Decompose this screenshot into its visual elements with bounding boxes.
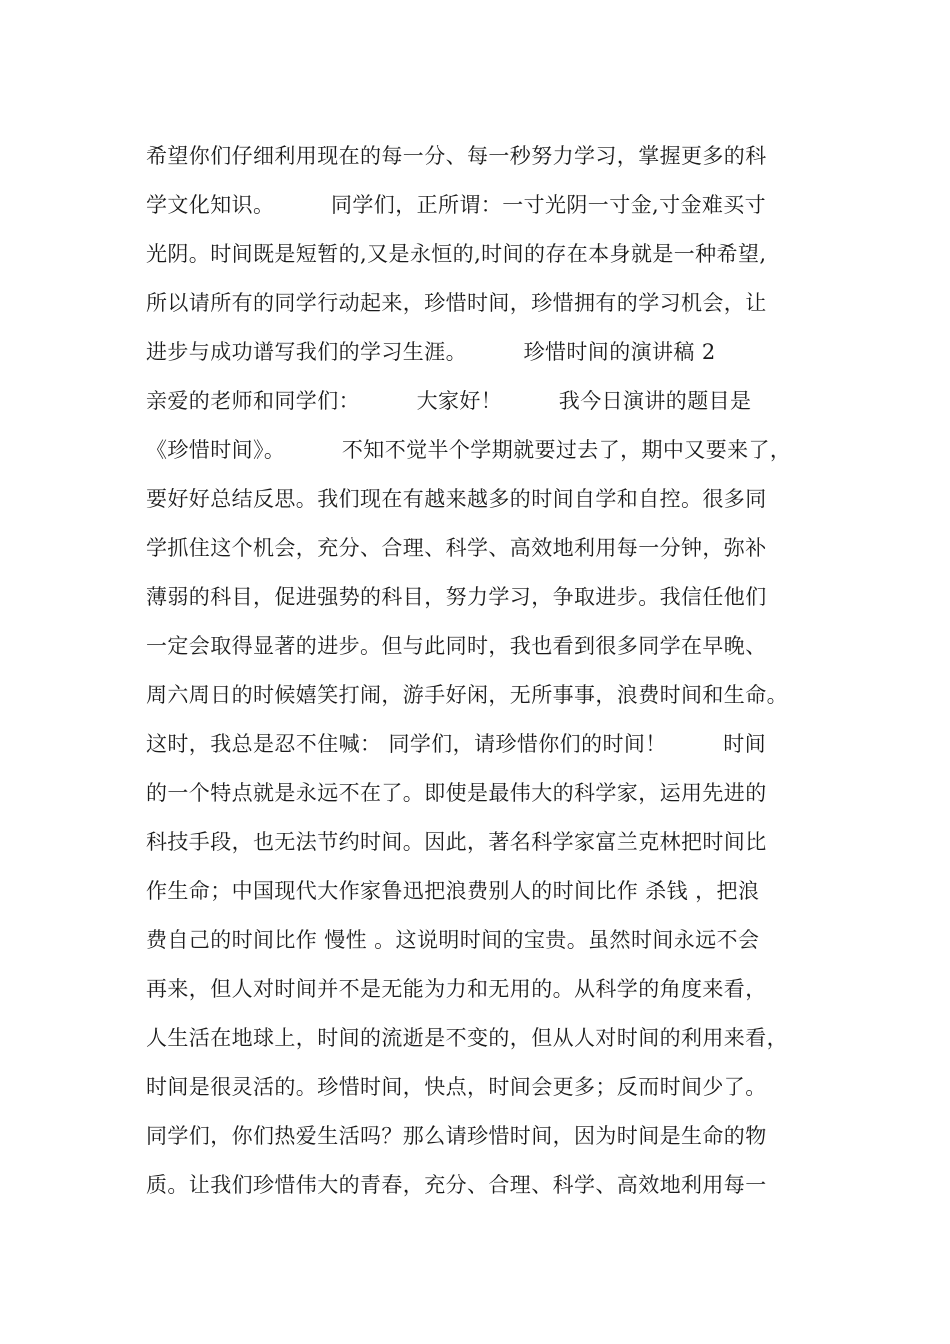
text-line: 费自己的时间比作 慢性 。这说明时间的宝贵。虽然时间永远不会 <box>146 928 760 952</box>
text-line: 光阴。时间既是短暂的,又是永恒的,时间的存在本身就是一种希望, <box>146 242 767 266</box>
body-text <box>146 132 826 1210</box>
text-line: 学文化知识。 同学们，正所谓：一寸光阴一寸金,寸金难买寸 <box>146 193 767 217</box>
text-line: 作生命；中国现代大作家鲁迅把浪费别人的时间比作 杀钱 ，把浪 <box>146 879 760 903</box>
text-line: 要好好总结反思。我们现在有越来越多的时间自学和自控。很多同 <box>146 487 767 511</box>
text-line: 周六周日的时候嬉笑打闹，游手好闲，无所事事，浪费时间和生命。 <box>146 683 788 707</box>
text-line: 质。让我们珍惜伟大的青春，充分、合理、科学、高效地利用每一 <box>146 1173 767 1197</box>
text-line: 再来，但人对时间并不是无能为力和无用的。从科学的角度来看， <box>146 977 767 1001</box>
text-line: 薄弱的科目，促进强势的科目，努力学习，争取进步。我信任他们 <box>146 585 767 609</box>
text-line: 同学们，你们热爱生活吗？那么请珍惜时间，因为时间是生命的物 <box>146 1124 767 1148</box>
text-line: 希望你们仔细利用现在的每一分、每一秒努力学习，掌握更多的科 <box>146 144 767 168</box>
text-line: 的一个特点就是永远不在了。即使是最伟大的科学家，运用先进的 <box>146 781 767 805</box>
text-line: 这时，我总是忍不住喊： 同学们，请珍惜你们的时间！ 时间 <box>146 732 767 756</box>
text-line: 一定会取得显著的进步。但与此同时，我也看到很多同学在早晚、 <box>146 634 767 658</box>
text-line: 进步与成功谱写我们的学习生涯。 珍惜时间的演讲稿 2 <box>146 340 716 364</box>
text-line: 亲爱的老师和同学们： 大家好！ 我今日演讲的题目是 <box>146 389 752 413</box>
text-line: 科技手段，也无法节约时间。因此，著名科学家富兰克林把时间比 <box>146 830 767 854</box>
text-line: 《珍惜时间》。 不知不觉半个学期就要过去了，期中又要来了， <box>146 438 792 462</box>
text-line: 所以请所有的同学行动起来，珍惜时间，珍惜拥有的学习机会，让 <box>146 291 767 315</box>
text-line: 学抓住这个机会，充分、合理、科学、高效地利用每一分钟，弥补 <box>146 536 767 560</box>
text-line: 人生活在地球上，时间的流逝是不变的，但从人对时间的利用来看， <box>146 1026 788 1050</box>
text-line: 时间是很灵活的。珍惜时间，快点，时间会更多；反而时间少了。 <box>146 1075 767 1099</box>
